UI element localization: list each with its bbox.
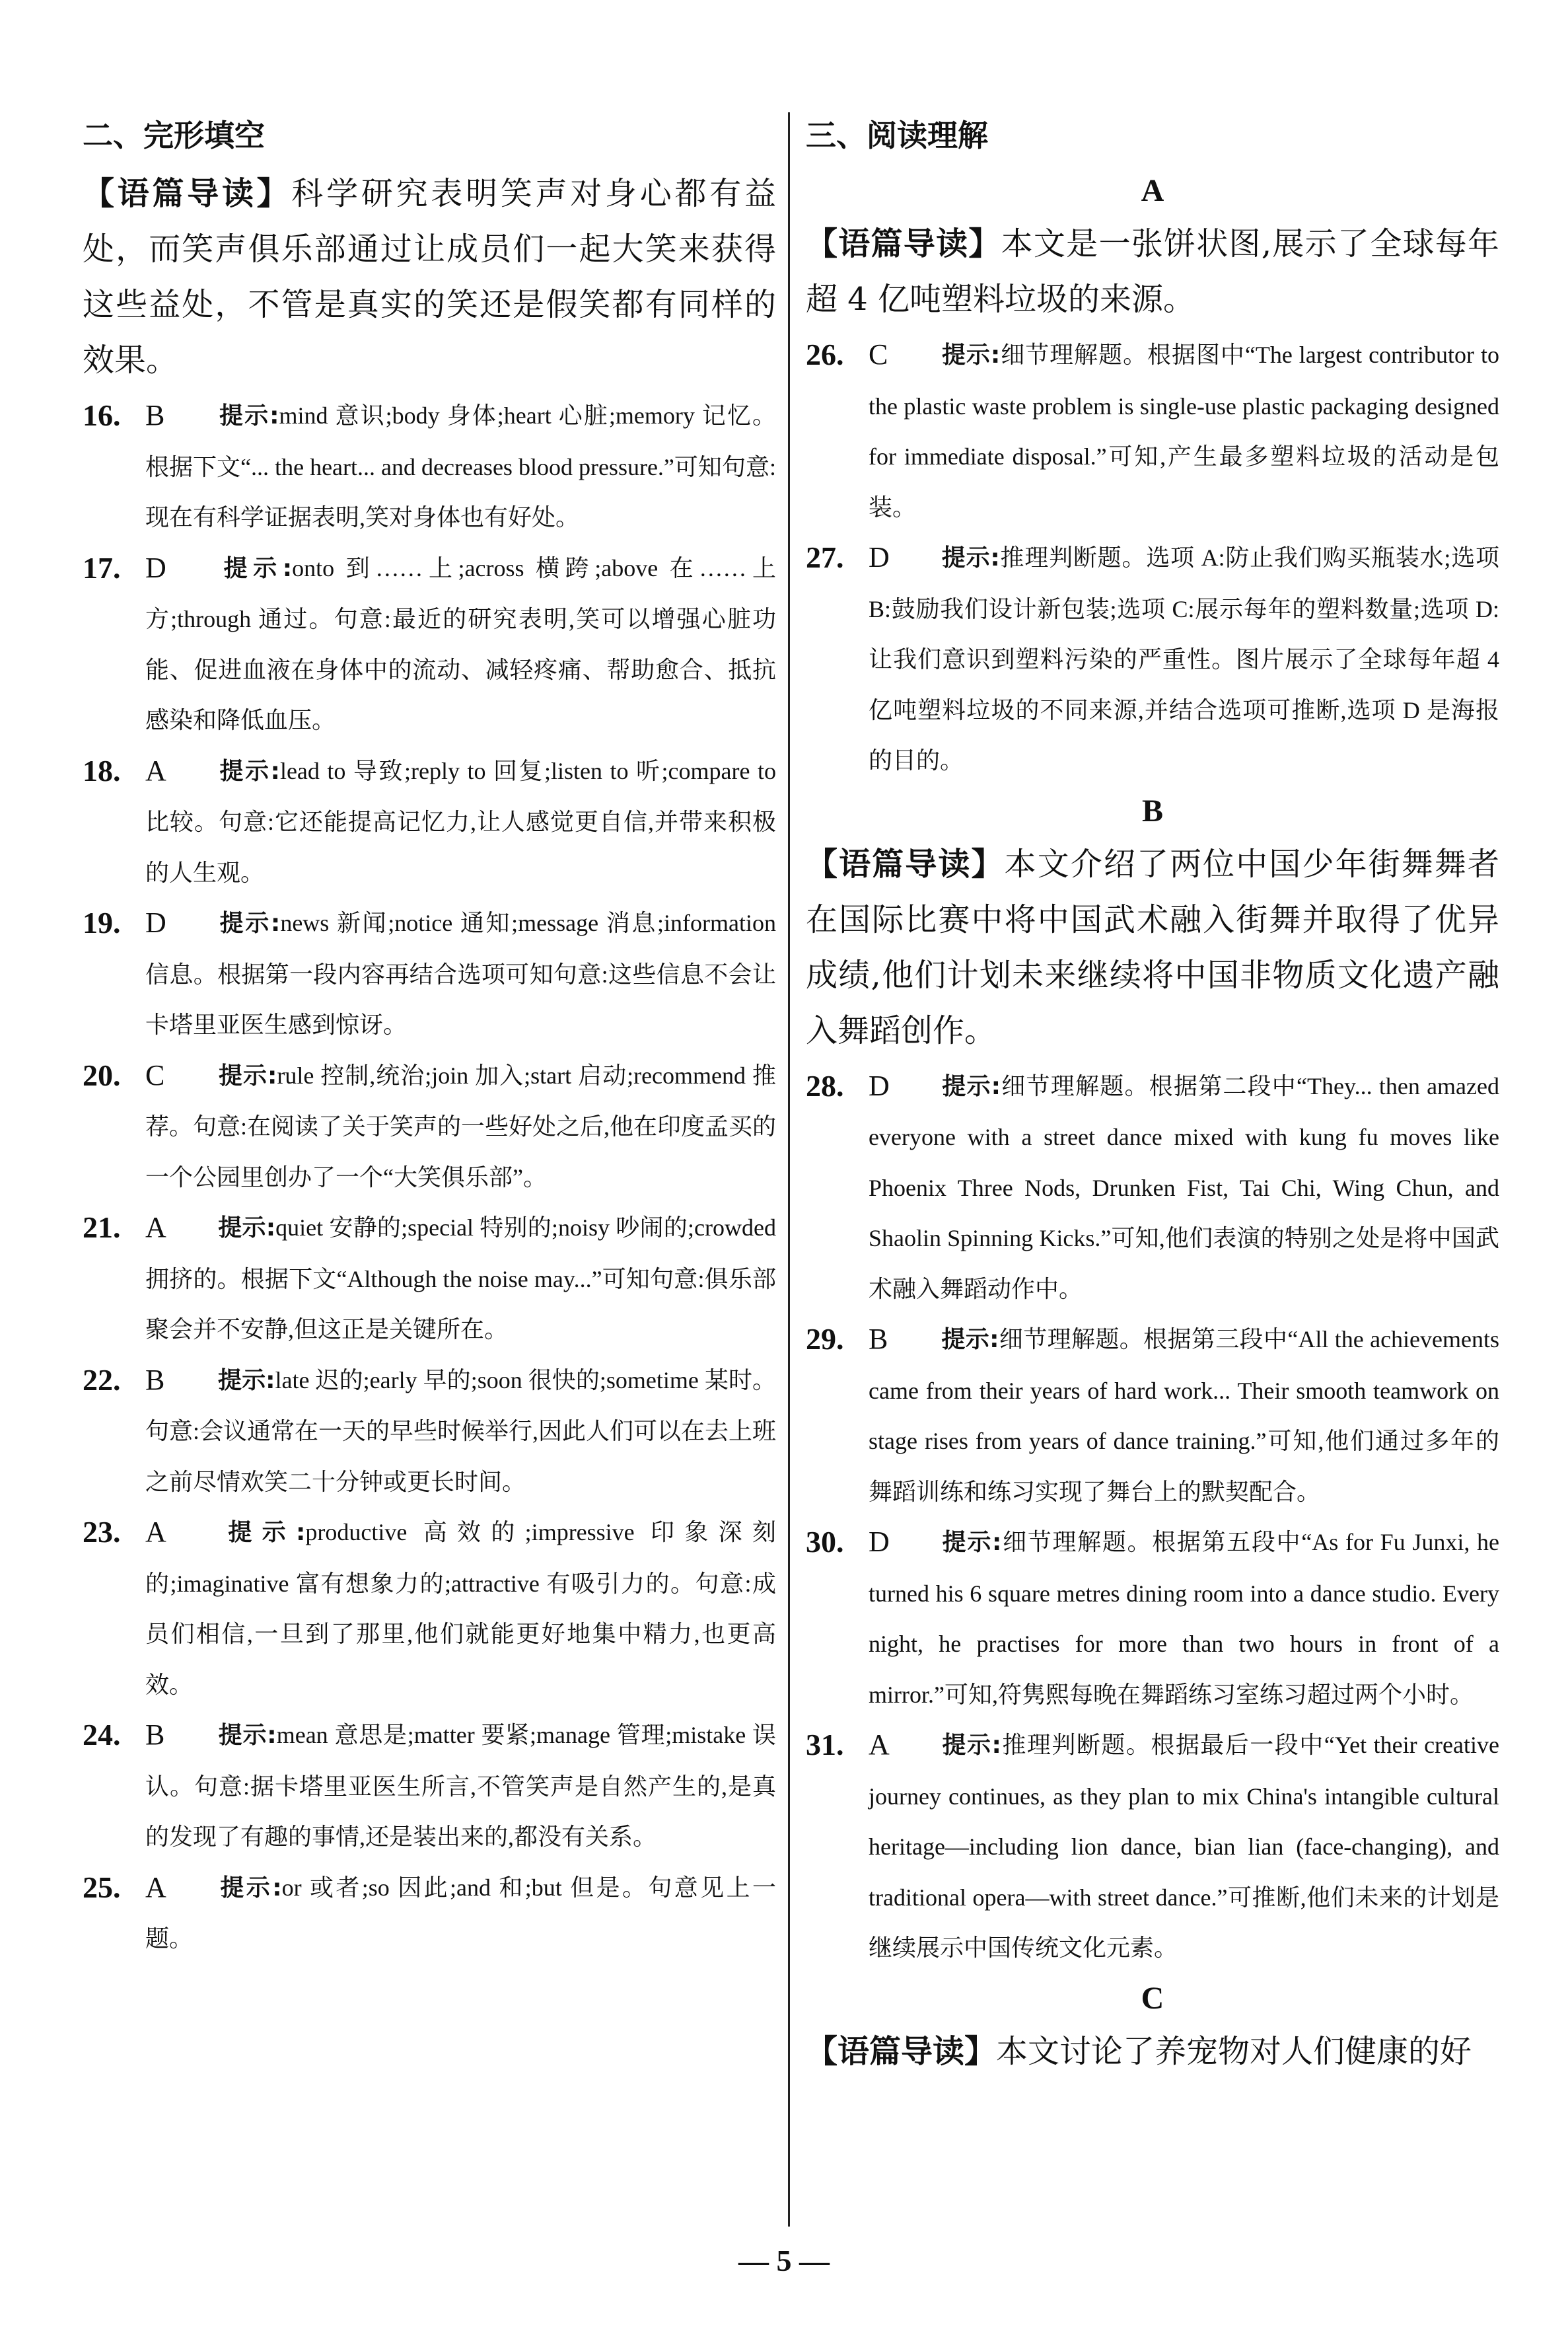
answer-letter: A — [145, 754, 166, 787]
answer-letter: D — [869, 1069, 890, 1102]
hint-label: 提示: — [218, 1874, 282, 1901]
intro-tag: 【语篇导读】 — [806, 225, 1001, 262]
intro-text: 本文是一张饼状图,展示了全球每年超 4 亿吨塑料垃圾的来源。 — [806, 225, 1499, 318]
answer-letter: B — [145, 1718, 165, 1751]
page-number: — 5 — — [738, 2244, 830, 2277]
answer-letter: D — [145, 906, 166, 939]
answer-item — [806, 1061, 1499, 1315]
reading-parts — [806, 166, 1499, 2079]
intro-text: 本文介绍了两位中国少年街舞舞者在国际比赛中将中国武术融入街舞并取得了优异成绩,他们计划未来继续将中国非物质文化遗产融入舞蹈创作。 — [806, 845, 1499, 1049]
question-number: 30. — [806, 1525, 844, 1559]
question-number: 31. — [806, 1728, 844, 1761]
answer-item — [83, 746, 776, 899]
answer-item — [806, 330, 1499, 533]
hint-label: 提示: — [218, 1722, 277, 1749]
part-letter: A — [1141, 173, 1164, 208]
answer-item — [83, 1863, 776, 1964]
question-number: 29. — [806, 1322, 844, 1356]
hint-label: 提示: — [941, 1732, 1001, 1759]
answer-letter: B — [145, 1363, 165, 1396]
hint-text: quiet 安静的;special 特别的;noisy 吵闹的;crowded 拥挤的。根据下文“Although the noise may...”可知句意:俱乐部聚会并不安静,但这正是关键所在。 — [145, 1214, 776, 1343]
answer-item — [83, 1051, 776, 1203]
hint-label: 提示: — [218, 402, 279, 429]
question-number: 19. — [83, 906, 121, 940]
hint-text: 细节理解题。根据第三段中“All the achievements came from their years of hard work... Their smooth teamwork on stage rises from years of dance training.”可知,他们通过多年的舞蹈训练和练习实现了舞台上的默契配合。 — [869, 1326, 1499, 1505]
hint-label: 提示: — [941, 544, 1000, 572]
question-number: 26. — [806, 338, 844, 371]
intro-tag: 【语篇导读】 — [83, 175, 292, 212]
hint-text: mind 意识;body 身体;heart 心脏;memory 记忆。根据下文“... the heart... and decreases blood pressure.”可知句意:现在有科学证据表明,笑对身体也有好处。 — [145, 402, 776, 531]
part-letter: B — [1141, 793, 1163, 829]
answer-letter: C — [869, 338, 888, 371]
hint-text: late 迟的;early 早的;soon 很快的;sometime 某时。句意:会议通常在一天的早些时候举行,因此人们可以在去上班之前尽情欢笑二十分钟或更长时间。 — [145, 1366, 777, 1495]
intro-text: 本文讨论了养宠物对人们健康的好 — [996, 2032, 1472, 2070]
column-divider — [788, 112, 790, 2227]
intro-text: 科学研究表明笑声对身心都有益处，而笑声俱乐部通过让成员们一起大笑来获得这些益处，不管是真实的笑还是假笑都有同样的效果。 — [83, 175, 776, 379]
question-number: 16. — [83, 398, 121, 432]
hint-label: 提示: — [941, 1072, 1001, 1100]
section-title-reading: 三、阅读理解 — [806, 118, 988, 153]
right-column — [806, 109, 1499, 2082]
answer-letter: A — [145, 1211, 166, 1243]
answer-letter: A — [145, 1870, 166, 1903]
hint-label: 提示: — [218, 1366, 275, 1394]
passage-intro — [806, 836, 1499, 1058]
answer-list — [806, 1061, 1499, 1974]
answer-letter: B — [869, 1323, 888, 1355]
question-number: 17. — [83, 550, 121, 585]
hint-label: 提示: — [218, 554, 293, 582]
answer-letter: D — [869, 541, 890, 573]
hint-label: 提示: — [941, 342, 1001, 369]
passage-intro — [806, 2024, 1499, 2079]
answer-item — [806, 1517, 1499, 1720]
question-number: 28. — [806, 1068, 844, 1103]
hint-text: productive 高效的;impressive 印象深刻的;imaginative 富有想象力的;attractive 有吸引力的。句意:成员们相信,一旦到了那里,他们就能更好地集中精力,也更高效。 — [145, 1519, 776, 1698]
hint-text: lead to 导致;reply to 回复;listen to 听;compare to 比较。句意:它还能提高记忆力,让人感觉更自信,并带来积极的人生观。 — [145, 757, 776, 886]
answer-item — [806, 533, 1499, 786]
answer-item — [83, 1355, 776, 1508]
hint-text: 细节理解题。根据第五段中“As for Fu Junxi, he turned his 6 square metres dining room into a dance studio. Every night, he practises for more than two hours in front of a mirror.”可知,符隽熙每晚在舞蹈练习室练习超过两个小时。 — [869, 1529, 1499, 1708]
answer-list — [806, 330, 1499, 786]
hint-text: or 或者;so 因此;and 和;but 但是。句意见上一题。 — [145, 1874, 776, 1952]
hint-text: news 新闻;notice 通知;message 消息;information 信息。根据第一段内容再结合选项可知句意:这些信息不会让卡塔里亚医生感到惊讶。 — [145, 910, 776, 1038]
question-number: 20. — [83, 1058, 121, 1092]
hint-label: 提示: — [941, 1326, 999, 1353]
answer-letter: D — [869, 1526, 890, 1558]
answer-letter: A — [145, 1516, 166, 1548]
left-column — [83, 109, 776, 1964]
hint-text: 推理判断题。选项 A:防止我们购买瓶装水;选项 B:鼓励我们设计新包装;选项 C:展示每年的塑料数量;选项 D:让我们意识到塑料污染的严重性。图片展示了全球每年超 4 亿吨塑料垃圾的不同来源,并结合选项可推断,选项 D 是海报的目的。 — [869, 544, 1499, 774]
part-letter: C — [1141, 1980, 1164, 2016]
hint-label: 提示: — [941, 1529, 1002, 1556]
answer-letter: A — [869, 1728, 890, 1761]
answer-letter: C — [145, 1058, 165, 1091]
hint-text: 细节理解题。根据图中“The largest contributor to the plastic waste problem is single-use plastic packaging designed for immediate disposal.”可知,产生最多塑料垃圾的活动是包装。 — [869, 342, 1499, 521]
answer-list — [83, 390, 776, 1964]
answer-item — [83, 1507, 776, 1710]
answer-letter: D — [145, 551, 166, 584]
passage-intro — [83, 166, 776, 388]
section-title-cloze: 二、完形填空 — [83, 118, 265, 153]
answer-item — [806, 1720, 1499, 1974]
answer-item — [83, 390, 776, 543]
question-number: 25. — [83, 1870, 121, 1904]
answer-item — [806, 1314, 1499, 1517]
hint-text: 推理判断题。根据最后一段中“Yet their creative journey continues, as they plan to mix China's intangible cultural heritage—including lion dance, bian lian (face-changing), and traditional opera—with street dance.”可推断,他们未来的计划是继续展示中国传统文化元素。 — [869, 1732, 1499, 1961]
question-number: 22. — [83, 1362, 121, 1397]
answer-item — [83, 543, 776, 746]
intro-tag: 【语篇导读】 — [806, 2032, 997, 2070]
hint-text: rule 控制,统治;join 加入;start 启动;recommend 推荐。句意:在阅读了关于笑声的一些好处之后,他在印度孟买的一个公园里创办了一个“大笑俱乐部”。 — [145, 1062, 777, 1191]
hint-label: 提示: — [218, 1214, 276, 1241]
hint-label: 提示: — [218, 1519, 306, 1546]
hint-text: onto 到……上;across 横跨;above 在……上方;through 通过。句意:最近的研究表明,笑可以增强心脏功能、促进血液在身体中的流动、减轻疼痛、帮助愈合、抵抗感染和降低血压。 — [145, 554, 776, 733]
answer-item — [83, 1710, 776, 1863]
intro-tag: 【语篇导读】 — [806, 845, 1005, 883]
hint-text: mean 意思是;matter 要紧;manage 管理;mistake 误认。句意:据卡塔里亚医生所言,不管笑声是自然产生的,是真的发现了有趣的事情,还是装出来的,都没有关系。 — [145, 1722, 777, 1850]
passage-intro — [806, 216, 1499, 327]
answer-item — [83, 898, 776, 1051]
hint-label: 提示: — [218, 910, 281, 937]
question-number: 24. — [83, 1718, 121, 1752]
question-number: 18. — [83, 753, 121, 788]
question-number: 23. — [83, 1515, 121, 1549]
hint-label: 提示: — [218, 757, 280, 785]
hint-text: 细节理解题。根据第二段中“They... then amazed everyone with a street dance mixed with kung fu moves like Phoenix Three Nods, Drunken Fist, Tai Chi, Wing Chun, and Shaolin Spinning Kicks.”可知,他们表演的特别之处是将中国武术融入舞蹈动作中。 — [869, 1072, 1499, 1302]
answer-item — [83, 1202, 776, 1355]
question-number: 21. — [83, 1210, 121, 1244]
hint-label: 提示: — [218, 1062, 277, 1089]
question-number: 27. — [806, 540, 844, 574]
answer-letter: B — [145, 399, 165, 431]
